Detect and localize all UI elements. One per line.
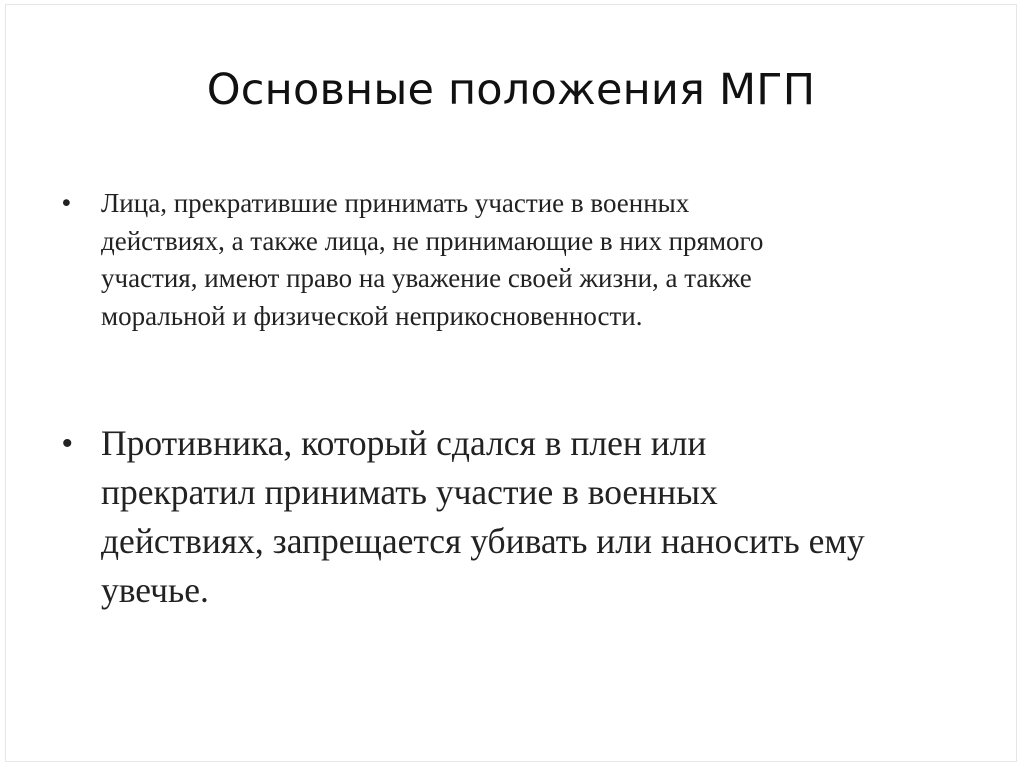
bullet-text: Лица, прекратившие принимать участие в военных действиях, а также лица, не принимающие в них прямого участия, имеют право на уважение своей жизни, а также моральной и физической неприкосновенности.	[101, 188, 764, 331]
bullet-text: Противника, который сдался в плен или прекратил принимать участие в военных действиях, запрещается убивать или наносить ему увечье.	[101, 423, 865, 610]
bullet-icon: •	[62, 189, 71, 217]
slide-title: Основные положения МГП	[206, 65, 816, 115]
slide	[5, 4, 1017, 762]
bullet-icon: •	[62, 427, 73, 460]
